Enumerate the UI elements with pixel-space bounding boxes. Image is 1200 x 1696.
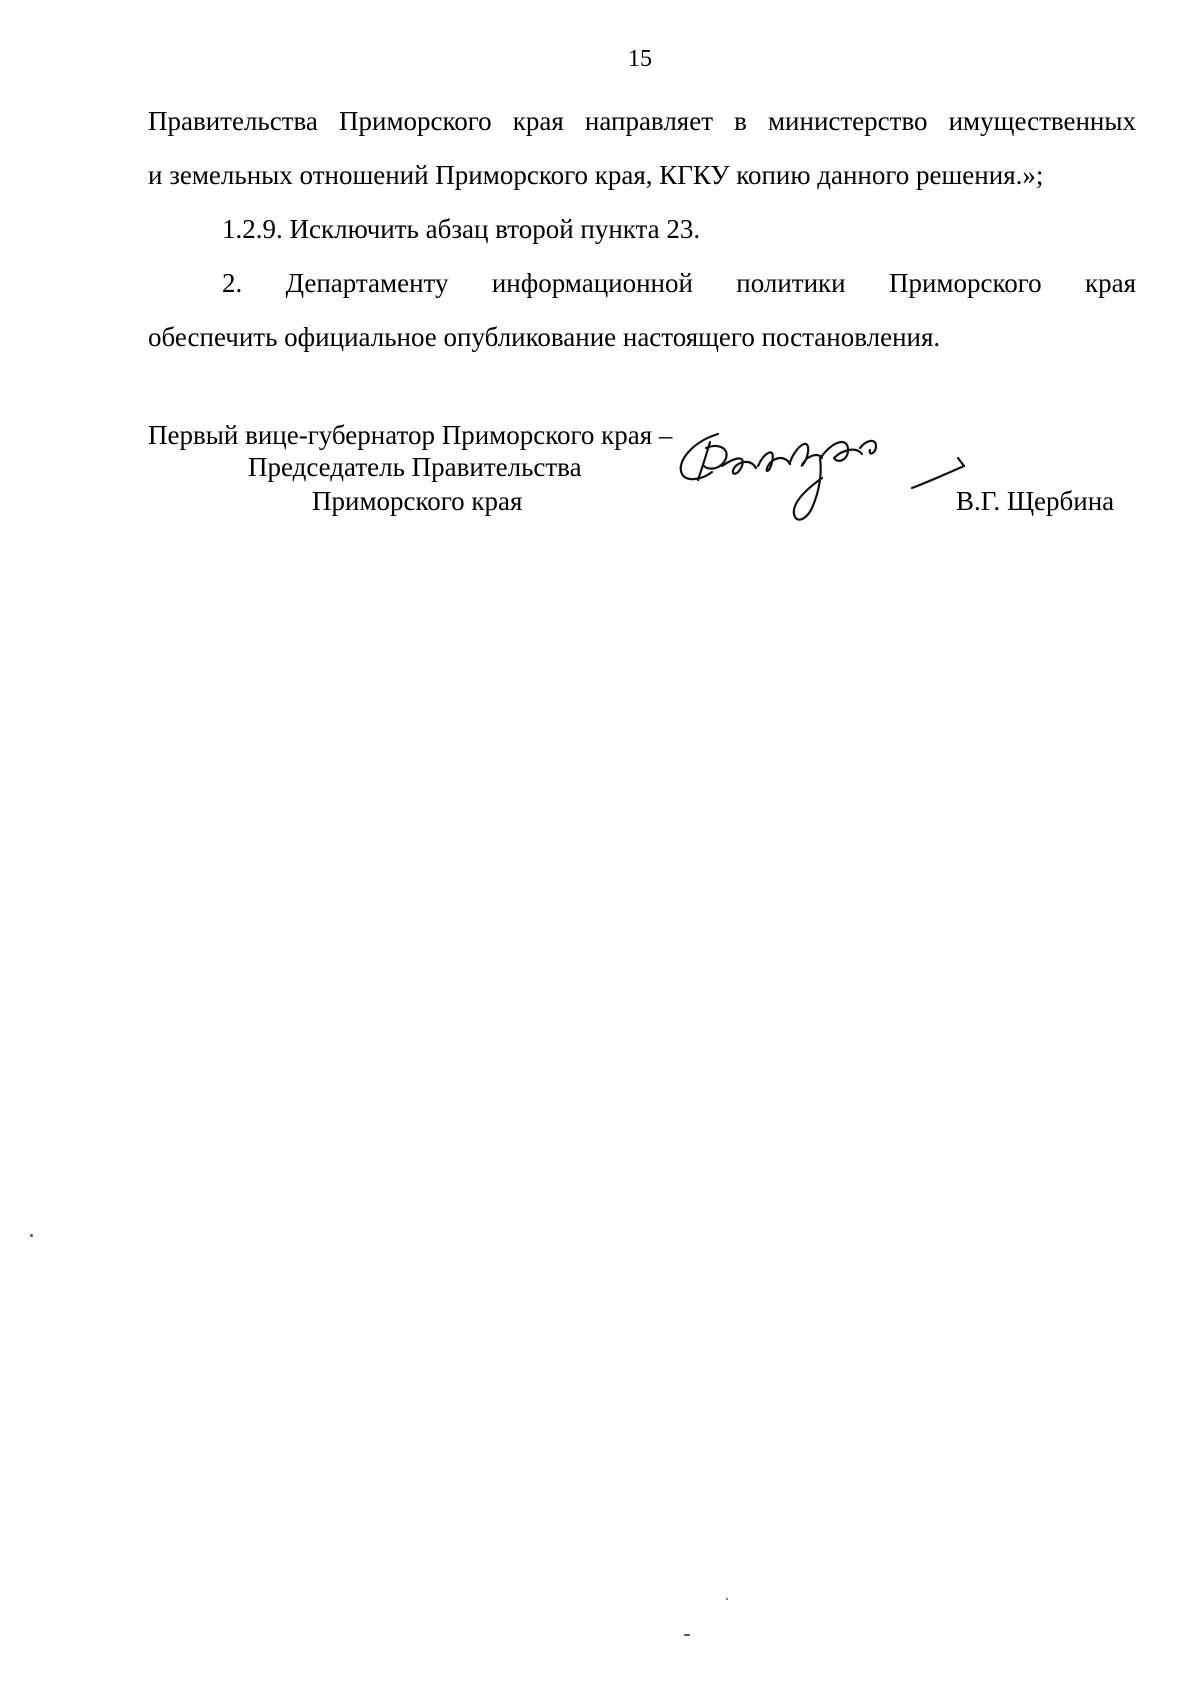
handwritten-signature — [672, 428, 992, 548]
position-title-line: Приморского края — [312, 486, 523, 516]
paragraph-line: обеспечить официальное опубликование настоящего постановления. — [148, 322, 941, 352]
paragraph-line: 1.2.9. Исключить абзац второй пункта 23. — [222, 214, 701, 244]
scan-speck — [30, 1234, 33, 1237]
page-number: 15 — [628, 46, 652, 72]
paragraph-line: и земельных отношений Приморского края, КГКУ копию данного решения.»; — [148, 160, 1044, 190]
position-title-line: Председатель Правительства — [248, 452, 582, 482]
paragraph-line: 2. Департаменту информационной политики Приморского края — [222, 268, 1136, 298]
signatory-name: В.Г. Щербина — [956, 486, 1115, 516]
position-title-line: Первый вице-губернатор Приморского края – — [148, 420, 673, 450]
scan-speck — [684, 1634, 690, 1636]
scan-speck — [726, 1598, 728, 1600]
paragraph-line: Правительства Приморского края направляет в министерство имущественных — [148, 106, 1136, 136]
